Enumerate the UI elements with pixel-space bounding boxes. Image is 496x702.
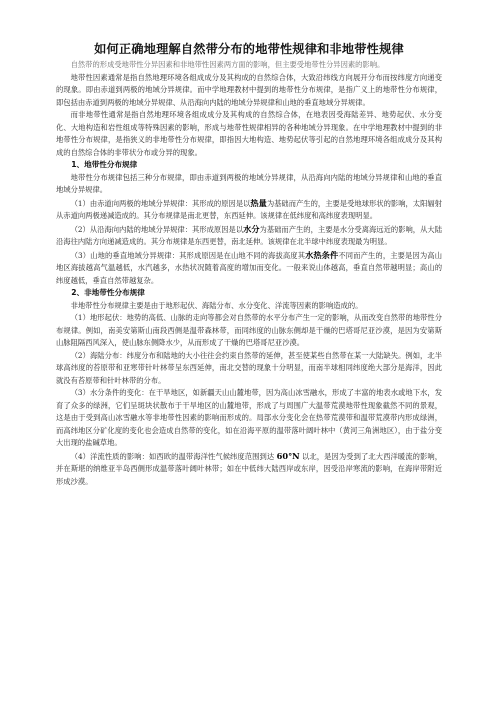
paragraph-text: 以北，是因为受到了北大西洋暖流的影响，并在斯堪的纳维亚半岛西侧形成温带落叶阔叶林带；如在中低纬大陆西岸或东岸，因受沿岸寒流的影响，在海岸带附近形成沙漠。 [56, 451, 442, 486]
highlight-keyword: 60°N [276, 450, 300, 461]
paragraph-water: （3）水分条件的变化：在干旱地区，如新疆天山山麓地带，因为高山冰雪融水，形成了丰富的地表水或地下水，发育了众多的绿洲，它们呈斑块状散布于干旱地区的山麓地带，形成了与周围广大温带荒漠地带性现象截然不同的景观，这是由于受到高山冰雪融水等非地带性因素的影响而形成的。局部水分变化会在热带荒漠带和温带荒漠带内形成绿洲，而高纬地区分矿化度的变化也会造成自然带的变化，如在沿海平原的温带落叶阔叶林中（黄河三角洲地区），由于盐分变大出现的盐碱草地。 [56, 388, 442, 447]
paragraph-land-sea: （2）海陆分布：纬度分布和陆地的大小往往会约束自然带的延伸，甚至使某些自然带在某一大陆缺失。例如，北半球高纬度的苔原带和亚寒带针叶林带呈东西延伸，南北交替的现象十分明显，而南半球相同纬度绝大部分是海洋，因此就没有苔原带和针叶林带的分布。 [56, 350, 442, 385]
paragraph-text: 不同而产生的，主要是因为高山地区海拔越高气温越低，水汽越多，水热状况随着高度的增加而变化。一般来说山体越高，垂直自然带越明显；高山的纬度越低，垂直自然带越复杂。 [56, 250, 442, 285]
paragraph-text: （2）从沿海向内陆的地域分异规律：其形成原因是以 [70, 224, 244, 234]
paragraph-ocean-current [56, 450, 442, 489]
paragraph-azonal-definition: 而非地带性通常是指自然地理环境各组成成分及其构成的自然综合体，在地表因受海陆差异、地势起伏、水分变化、大地构造和岩性组成等特殊因素的影响，形成与地带性规律相异的各种地域分异现象。在中学地理教材中提到的非地带性分布规律，是指狭义的非地带性分布规律，即指因大地构造、地势起伏等引起的自然地理环境各组成成分及其构成的自然综合体的非带状分布或分异的现象。 [56, 110, 442, 157]
paragraph-text: （4）洋流性质的影响：如西欧的温带海洋性气候纬度范围到达 [70, 451, 277, 461]
paragraph-text: 为基础而产生的，主要是受地球形状的影响，太阳辐射从赤道向两极递减造成的。其分布规律是南北更替，东西延伸。该规律在低纬度和高纬度表现明显。 [56, 198, 442, 220]
highlight-keyword: 水热条件 [305, 249, 339, 260]
paragraph-terrain: （1）地形起伏：地势的高低、山脉的走向等都会对自然带的水平分布产生一定的影响，从而改变自然带的地带性分布规律。例如，南美安第斯山南段西侧是温带森林带，而同纬度的山脉东侧却是干燥的巴塔哥尼亚沙漠，是因为安第斯山脉阻隔西风深入，使山脉东侧降水少，从而形成了干燥的巴塔哥尼亚沙漠。 [56, 313, 442, 347]
paragraph-zonal-overview: 地带性分布规律包括三种分布规律，即由赤道到两极的地域分异规律，从沿海向内陆的地域分异规律和山地的垂直地域分异规律。 [56, 172, 442, 194]
page-title: 如何正确地理解自然带分布的地带性规律和非地带性规律 [94, 42, 404, 56]
paragraph-text: （3）山地的垂直地域分异规律：其形成原因是在山地不同的海拔高度其 [70, 250, 306, 260]
section-heading-azonal: 2、非地带性分布规律 [71, 288, 145, 297]
paragraph-vertical-rule [56, 249, 442, 288]
paragraph-text: 为基础而产生的，主要是水分受离海远近的影响，从大陆沿海往内陆方向递减造成的。其分布规律是东西更替，南北延伸。该规律在北半球中纬度表现最为明显。 [56, 224, 442, 246]
highlight-keyword: 水分 [243, 223, 260, 234]
paragraph-latitudinal-rule [56, 197, 442, 223]
paragraph-longitudinal-rule [56, 223, 442, 249]
paragraph-zonal-definition: 地带性因素通常是指自然地理环境各组成成分及其构成的自然综合体，大致沿纬线方向展开分布而按纬度方向递变的现象。即由赤道到两极的地域分异规律。而中学地理教材中提到的地带性分布规律，是指广义上的地带性分布规律，即包括由赤道到两极的地域分异规律、从沿海向内陆的地域分异规律和山地的垂直地域分异规律。 [56, 72, 442, 107]
paragraph-azonal-overview: 非地带性分布规律主要是由于地形起伏、海陆分布、水分变化、洋流等因素的影响造成的。 [70, 300, 363, 310]
intro-paragraph: 自然带的形成受地带性分异因素和非地带性因素两方面的影响，但主要受地带性分异因素的影响。 [70, 60, 385, 69]
section-heading-zonal: 1、地带性分布规律 [71, 160, 138, 169]
highlight-keyword: 热量 [250, 197, 267, 208]
paragraph-text: （1）由赤道向两极的地域分异规律：其形成的原因是以 [70, 198, 251, 208]
